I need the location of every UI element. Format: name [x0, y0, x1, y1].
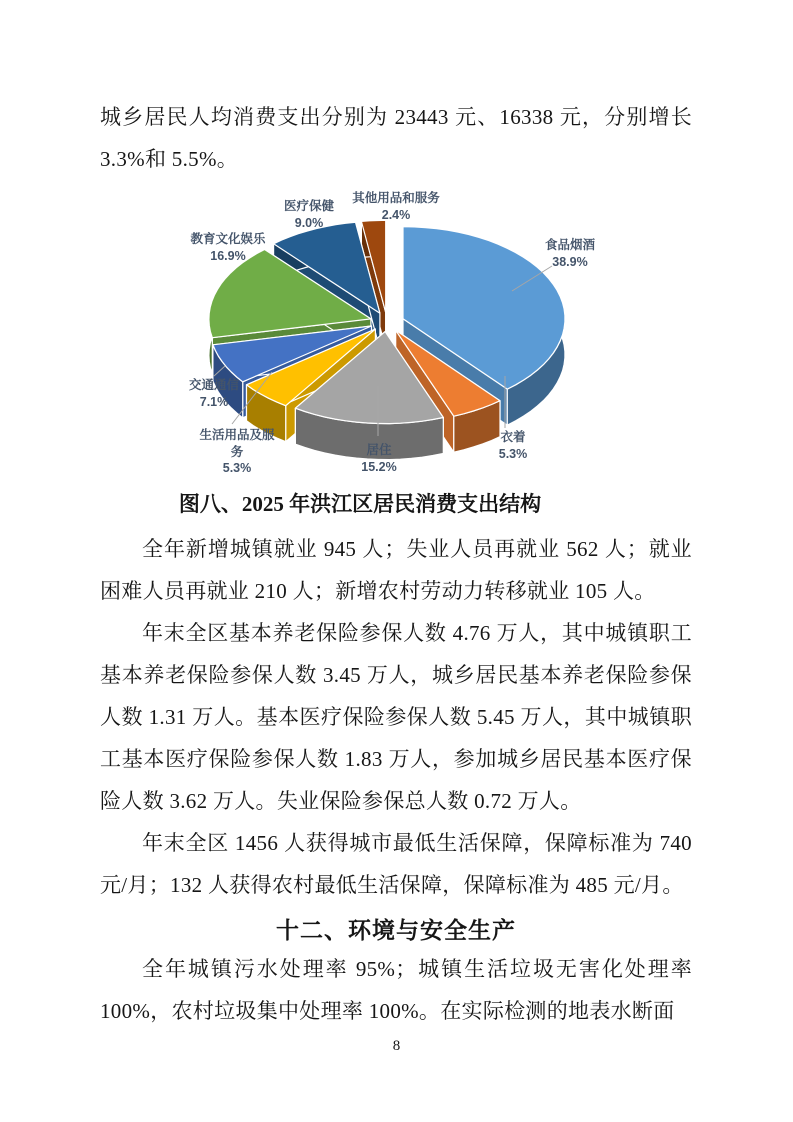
pie-label-0	[510, 237, 630, 270]
pie-label-text: 医疗保健	[283, 199, 334, 213]
pie-label-text: 交通通信	[188, 378, 239, 392]
pie-label-value: 38.9%	[552, 254, 588, 269]
pie-label-text: 其他用品和服务	[352, 191, 440, 205]
pie-label-3	[198, 427, 276, 477]
pie-label-text: 衣着	[500, 430, 526, 444]
pie-label-text: 食品烟酒	[544, 238, 595, 252]
pie-label-value: 9.0%	[294, 215, 324, 230]
paragraph-employment: 全年新增城镇就业 945 人；失业人员再就业 562 人；就业困难人员再就业 210 人；新增农村劳动力转移就业 105 人。	[100, 537, 692, 603]
figure-caption: 图八、2025 年洪江区居民消费支出结构	[178, 492, 542, 516]
section-heading-environment-safety: 十二、环境与安全生产	[276, 917, 516, 943]
pie-label-text: 教育文化娱乐	[190, 232, 266, 246]
paragraph-minimum-living-allowance: 年末全区 1456 人获得城市最低生活保障，保障标准为 740 元/月；132 人获得农村最低生活保障，保障标准为 485 元/月。	[100, 831, 692, 897]
consumption-pie-figure	[0, 186, 793, 488]
pie-label-5	[153, 231, 303, 264]
paragraph-social-insurance: 年末全区基本养老保险参保人数 4.76 万人，其中城镇职工基本养老保险参保人数 3.45 万人，城乡居民基本养老保险参保人数 1.31 万人。基本医疗保险参保人数 5.45 万人，其中城镇职工基本医疗保险参保人数 1.83 万人，参加城乡居民基本医疗保险人数 3.62 万人。失业保险参保总人数 0.72 万人。	[100, 621, 692, 813]
pie-label-text: 生活用品及服务	[199, 428, 275, 459]
pie-label-value: 16.9%	[210, 248, 246, 263]
pie-label-text: 居住	[366, 443, 392, 457]
paragraph-consumption-expenditure: 城乡居民人均消费支出分别为 23443 元、16338 元，分别增长 3.3%和 5.5%。	[100, 105, 692, 171]
page-number: 8	[392, 1038, 401, 1054]
pie-label-value: 5.3%	[498, 446, 528, 461]
pie-label-6	[249, 198, 369, 231]
pie-label-value: 7.1%	[199, 394, 229, 409]
pie-label-value: 2.4%	[381, 207, 411, 222]
pie-label-value: 5.3%	[222, 461, 252, 475]
pie-label-4	[154, 377, 274, 410]
pie-label-1	[473, 429, 553, 462]
pie-label-2	[339, 442, 419, 475]
pie-label-value: 15.2%	[361, 459, 397, 474]
paragraph-environment: 全年城镇污水处理率 95%；城镇生活垃圾无害化处理率 100%，农村垃圾集中处理率 100%。在实际检测的地表水断面	[100, 957, 692, 1023]
